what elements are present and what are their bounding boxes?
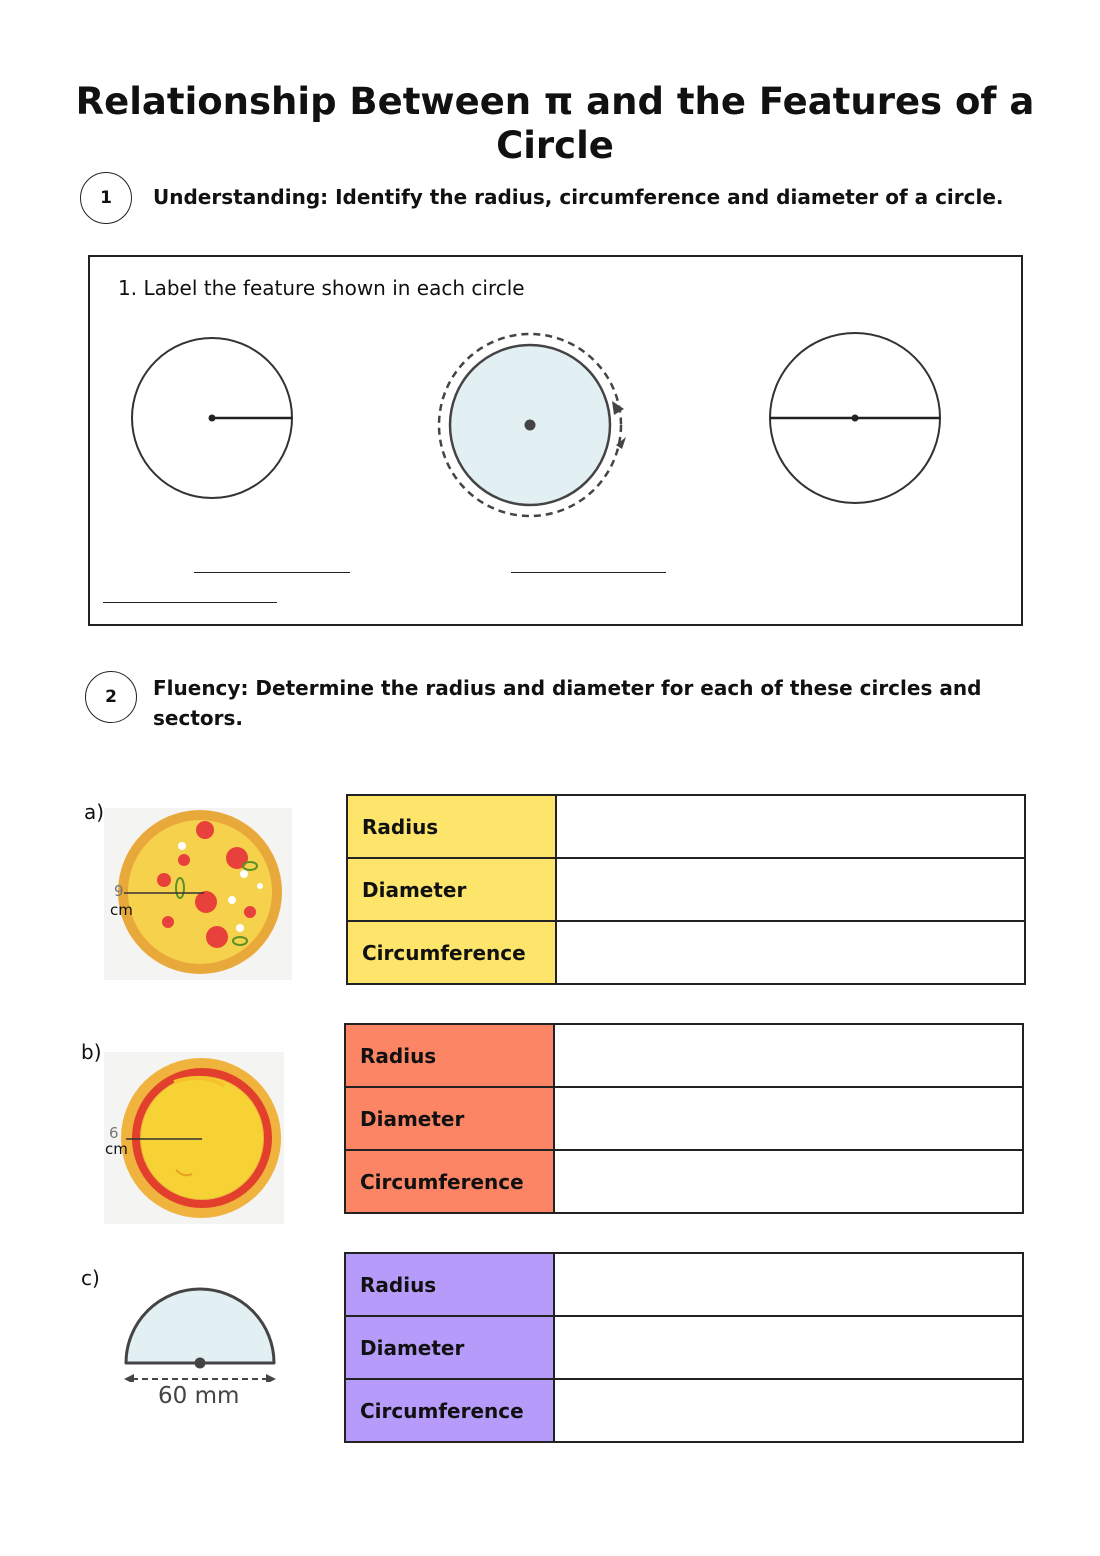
row-label: Diameter <box>347 858 556 921</box>
row-label: Circumference <box>347 921 556 984</box>
row-label: Radius <box>345 1253 554 1316</box>
answer-table-b <box>344 1023 1024 1214</box>
row-label: Radius <box>345 1024 554 1087</box>
table-row <box>347 921 1025 984</box>
measurement-unit: cm <box>105 1140 128 1158</box>
pizza-icon <box>104 808 292 980</box>
table-row <box>345 1024 1023 1087</box>
semicircle-measure: 60 mm <box>158 1383 240 1409</box>
semicircle-icon <box>118 1286 282 1382</box>
circle-radius-icon <box>128 334 298 504</box>
part-label-a: a) <box>84 800 105 824</box>
answer-cell[interactable] <box>554 1316 1023 1379</box>
table-row <box>347 795 1025 858</box>
circle-circumference-icon <box>430 325 630 525</box>
row-label: Diameter <box>345 1087 554 1150</box>
measurement-number: 6 <box>109 1124 119 1142</box>
page-title: Relationship Between π and the Features of a Circle <box>75 80 1035 167</box>
answer-blank-3[interactable] <box>103 602 277 603</box>
circle-diameter-icon <box>766 330 946 508</box>
section-heading: Fluency: Determine the radius and diameter for each of these circles and sectors. <box>153 676 982 730</box>
answer-cell[interactable] <box>554 1379 1023 1442</box>
part-label-c: c) <box>81 1266 100 1290</box>
answer-cell[interactable] <box>554 1087 1023 1150</box>
table-row <box>345 1379 1023 1442</box>
table-row <box>345 1087 1023 1150</box>
answer-blank-2[interactable] <box>511 572 666 573</box>
table-row <box>345 1316 1023 1379</box>
section-number-badge: 1 <box>80 172 132 224</box>
answer-table-c <box>344 1252 1024 1443</box>
answer-table-a <box>346 794 1026 985</box>
answer-cell[interactable] <box>554 1253 1023 1316</box>
row-label: Circumference <box>345 1150 554 1213</box>
instruction-text: 1. Label the feature shown in each circle <box>118 276 525 300</box>
measurement-unit: cm <box>110 901 133 919</box>
table-row <box>347 858 1025 921</box>
row-label: Radius <box>347 795 556 858</box>
answer-blank-1[interactable] <box>194 572 350 573</box>
row-label: Circumference <box>345 1379 554 1442</box>
table-row <box>345 1253 1023 1316</box>
part-label-b: b) <box>81 1040 102 1064</box>
measurement-number: 9 <box>114 882 124 900</box>
section-number-badge: 2 <box>85 671 137 723</box>
table-row <box>345 1150 1023 1213</box>
answer-cell[interactable] <box>556 858 1025 921</box>
row-label: Diameter <box>345 1316 554 1379</box>
answer-cell[interactable] <box>554 1150 1023 1213</box>
answer-cell[interactable] <box>554 1024 1023 1087</box>
answer-cell[interactable] <box>556 795 1025 858</box>
answer-cell[interactable] <box>556 921 1025 984</box>
pizza-icon <box>104 1052 284 1224</box>
section-heading: Understanding: Identify the radius, circumference and diameter of a circle. <box>153 185 1004 209</box>
